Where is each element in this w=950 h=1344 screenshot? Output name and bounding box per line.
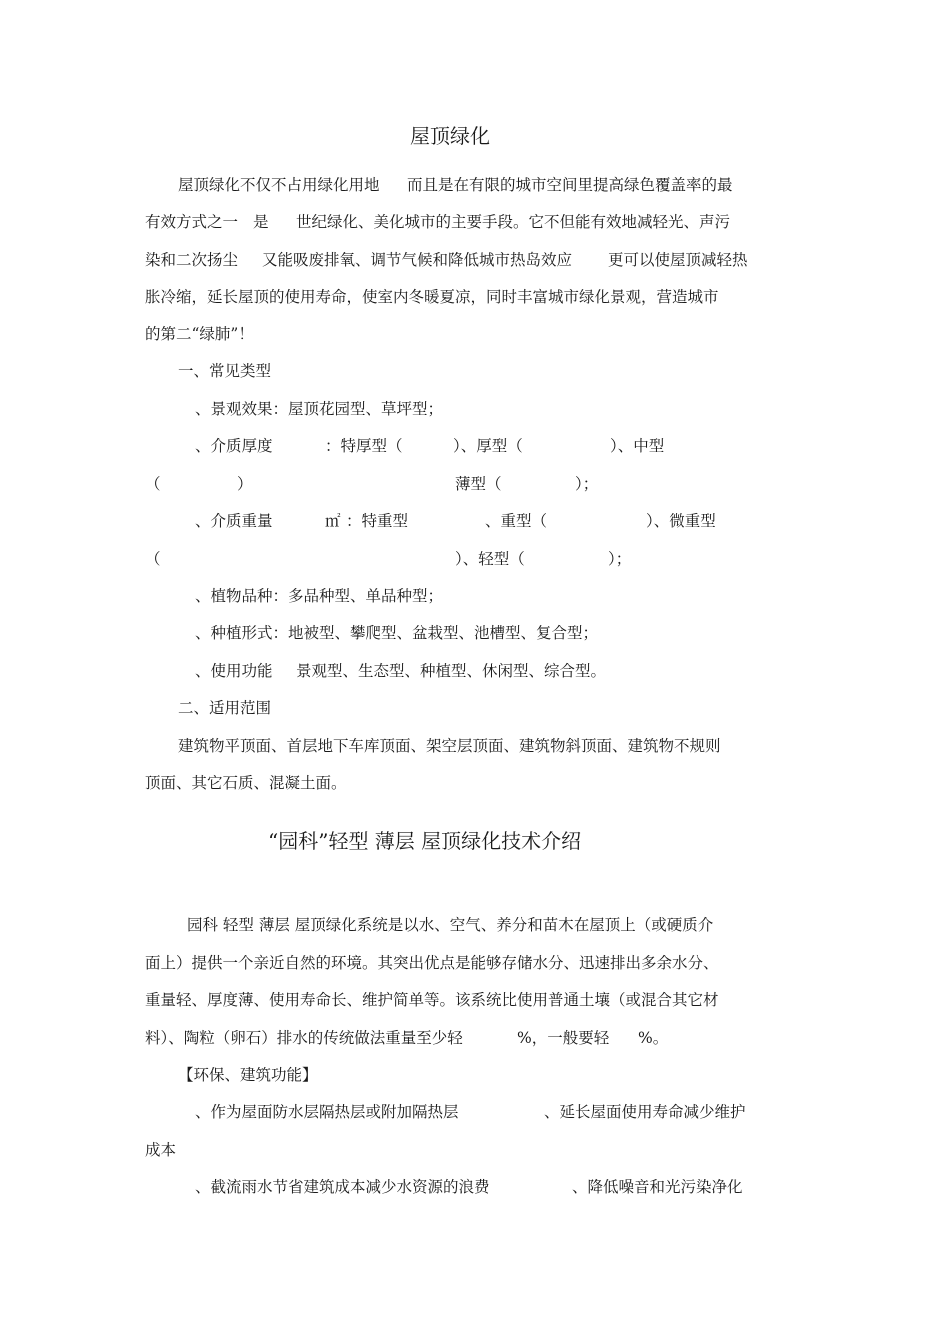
thickness-thin: 薄型（ <box>455 475 502 493</box>
section2-line-2: 顶面、其它石质、混凝土面。 <box>145 774 347 792</box>
technology-subtitle: “园科”轻型 薄层 屋顶绿化技术介绍 <box>268 829 582 853</box>
weight-heavy: 、重型（ <box>485 512 548 530</box>
intro2-line-2: 面上）提供一个亲近自然的环境。其突出优点是能够存储水分、迅速排出多余水分、 <box>145 954 719 972</box>
intro2-line-4c: %。 <box>638 1029 669 1047</box>
thickness-label: 、介质厚度 <box>195 437 273 455</box>
intro-line-5: 的第二“绿肺”！ <box>145 325 254 343</box>
page-title: 屋顶绿化 <box>410 124 490 148</box>
eco-heading: 【环保、建筑功能】 <box>178 1066 318 1084</box>
intro2-line-4b: %，一般要轻 <box>517 1029 610 1047</box>
intro-line-3c: 更可以使屋顶减轻热 <box>608 251 748 269</box>
weight-light: ）、轻型（ <box>455 550 525 568</box>
section2-heading: 二、适用范围 <box>178 699 272 717</box>
weight-extra-heavy: ：特重型 <box>346 512 409 530</box>
intro-line-2b: 是 <box>253 213 269 231</box>
landscape-line: 、景观效果：屋顶花园型、草坪型； <box>195 400 444 418</box>
eco-item-1b: 、延长屋面使用寿命减少维护 <box>544 1103 746 1121</box>
intro-line-3b: 又能吸废排氧、调节气候和降低城市热岛效应 <box>262 251 573 269</box>
intro2-line-4a: 料）、陶粒（卵石）排水的传统做法重量至少轻 <box>145 1029 463 1047</box>
intro-line-2c: 世纪绿化、美化城市的主要手段。它不但能有效地减轻光、声污 <box>296 213 731 231</box>
intro2-line-1: 园科 轻型 薄层 屋顶绿化系统是以水、空气、养分和苗木在屋顶上（或硬质介 <box>187 916 714 934</box>
weight-open2: （ <box>145 550 161 568</box>
weight-end: ）； <box>608 550 632 568</box>
thickness-thick: ）、厚型（ <box>453 437 523 455</box>
thickness-end: ）； <box>575 475 599 493</box>
eco-item-2b: 、降低噪音和光污染净化 <box>572 1178 743 1196</box>
plants-line: 、植物品种：多品种型、单品种型； <box>195 587 444 605</box>
thickness-medium: ）、中型 <box>610 437 665 455</box>
planting-line: 、种植形式：地被型、攀爬型、盆栽型、池槽型、复合型； <box>195 624 599 642</box>
section1-heading: 一、常见类型 <box>178 362 272 380</box>
section2-line-1: 建筑物平顶面、首层地下车库顶面、架空层顶面、建筑物斜顶面、建筑物不规则 <box>178 737 721 755</box>
thickness-open2: （ <box>145 475 161 493</box>
weight-unit: ㎡ <box>325 512 341 530</box>
intro-line-1a: 屋顶绿化不仅不占用绿化用地 <box>178 176 380 194</box>
eco-item-2a: 、截流雨水节省建筑成本减少水资源的浪费 <box>195 1178 490 1196</box>
thickness-close2: ） <box>237 475 253 493</box>
intro-line-3a: 染和二次扬尘 <box>145 251 239 269</box>
function-label: 、使用功能 <box>195 662 273 680</box>
weight-label: 、介质重量 <box>195 512 273 530</box>
intro-line-1b: 而且是在有限的城市空间里提高绿色覆盖率的最 <box>407 176 733 194</box>
eco-item-1c: 成本 <box>145 1141 177 1159</box>
eco-item-1a: 、作为屋面防水层隔热层或附加隔热层 <box>195 1103 459 1121</box>
weight-micro: ）、微重型 <box>646 512 716 530</box>
intro-line-4: 胀冷缩，延长屋顶的使用寿命，使室内冬暖夏凉，同时丰富城市绿化景观，营造城市 <box>145 288 719 306</box>
intro2-line-3: 重量轻、厚度薄、使用寿命长、维护简单等。该系统比使用普通土壤（或混合其它材 <box>145 991 719 1009</box>
intro-line-2a: 有效方式之一 <box>145 213 239 231</box>
thickness-extra-thick: ：特厚型（ <box>325 437 403 455</box>
function-values: 景观型、生态型、种植型、休闲型、综合型。 <box>296 662 607 680</box>
